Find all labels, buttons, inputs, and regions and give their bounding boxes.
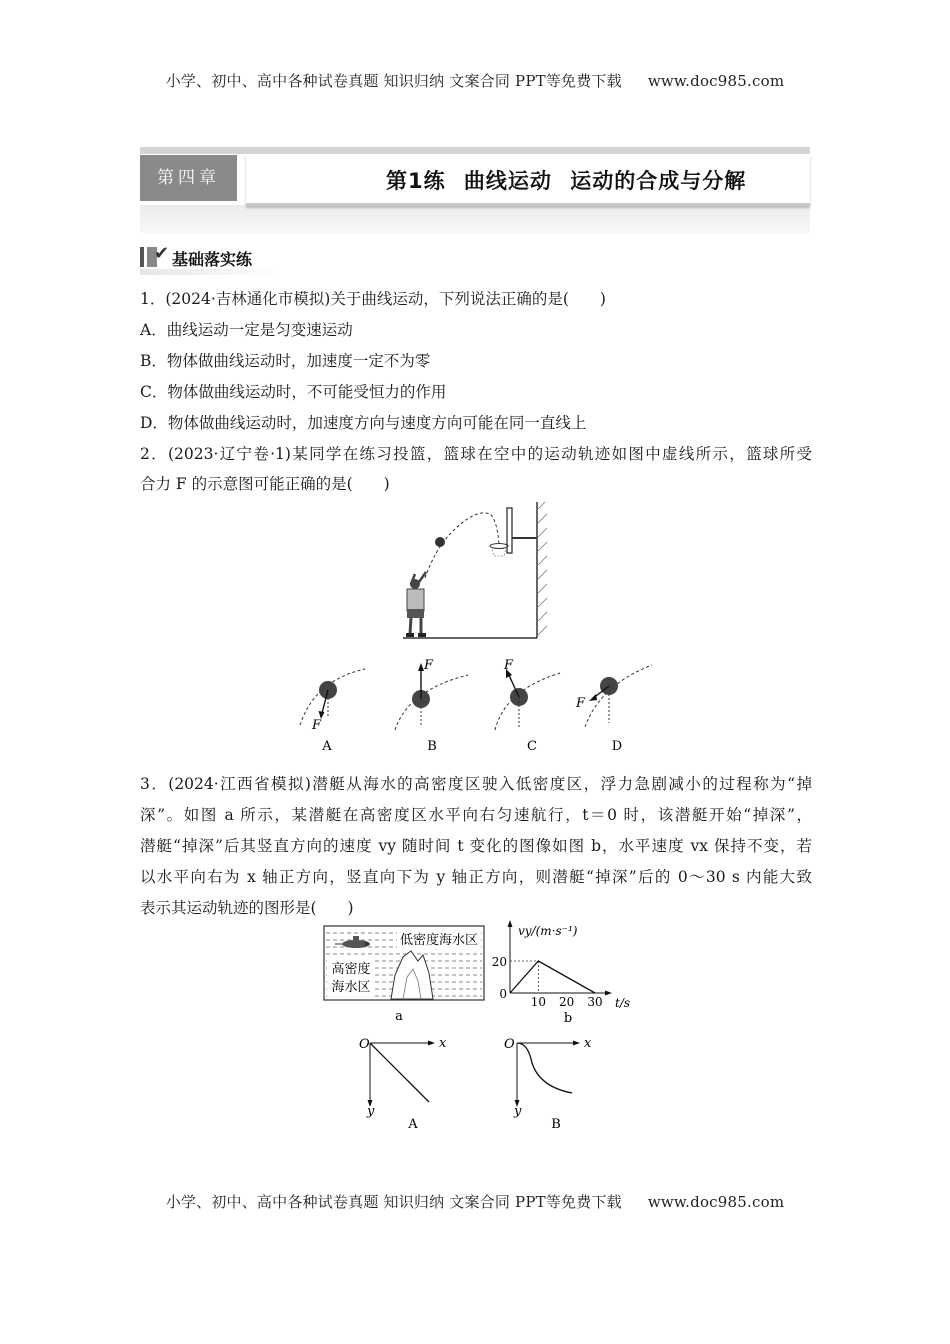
footer-url[interactable]: www.doc985.com: [647, 1193, 785, 1211]
q3-stem-line1: 3．(2024·江西省模拟)潜艇从海水的高密度区驶入低密度区，浮力急剧减小的过程称为“掉: [140, 775, 812, 793]
q2-stem-line2: 合力 F 的示意图可能正确的是( ): [140, 475, 390, 493]
option-label-d: D: [611, 739, 623, 754]
page-footer: [0, 1191, 950, 1212]
q2-stem-line1: 2．(2023·辽宁卷·1)某同学在练习投篮，篮球在空中的运动轨迹如图中虚线所示，篮球所受: [140, 445, 812, 463]
option-label-a: A: [322, 739, 332, 754]
origin-label: O: [359, 1037, 370, 1052]
force-label: F: [576, 696, 586, 711]
banner-shade: [140, 205, 810, 233]
section-tag: [140, 243, 290, 273]
submarine-figure: [323, 925, 488, 1025]
q1-option-c: C．物体做曲线运动时，不可能受恒力的作用: [140, 383, 447, 401]
vy-t-chart: [490, 918, 640, 1024]
force-option-c[interactable]: [495, 658, 560, 754]
basketball-figure: [395, 500, 555, 645]
player-figure: [406, 572, 426, 637]
section-bar: [140, 247, 144, 267]
force-label: F: [312, 718, 322, 733]
y-axis-label: y: [514, 1104, 522, 1119]
title-box: [246, 155, 810, 206]
q1-stem: 1．(2024·吉林通化市模拟)关于曲线运动，下列说法正确的是( ): [140, 290, 606, 308]
q3-stem-line3: 潜艇“掉深”后其竖直方向的速度 vy 随时间 t 变化的图像如图 b，水平速度 vx 保持不变，若: [140, 837, 812, 855]
figure-a-caption: a: [395, 1009, 403, 1024]
figure-b-caption: b: [563, 1011, 573, 1024]
option-label-c: C: [527, 739, 537, 754]
y-axis-label: y: [367, 1104, 375, 1119]
footer-text: 小学、初中、高中各种试卷真题 知识归纳 文案合同 PPT等免费下载: [165, 1193, 622, 1211]
force-diagrams: [290, 655, 670, 755]
q1-option-d: D．物体做曲线运动时，加速度方向与速度方向可能在同一直线上: [140, 414, 587, 432]
x-tick-label: 10: [530, 995, 546, 1009]
origin-label: 0: [499, 987, 507, 1001]
answer-caption-a: A: [408, 1117, 418, 1132]
banner-top-rule: [140, 147, 810, 154]
option-label-b: B: [427, 739, 437, 754]
trajectory-option-a[interactable]: [355, 1035, 455, 1135]
header-text: 小学、初中、高中各种试卷真题 知识归纳 文案合同 PPT等免费下载: [165, 72, 622, 90]
force-option-d[interactable]: [575, 665, 652, 754]
trajectory-option-b[interactable]: [500, 1035, 600, 1135]
section-label: 基础落实练: [172, 250, 253, 269]
q1-option-b: B．物体做曲线运动时，加速度一定不为零: [140, 352, 431, 370]
chapter-banner: [140, 147, 810, 235]
answer-caption-b: B: [551, 1117, 561, 1132]
page-title: 第1练 曲线运动 运动的合成与分解: [386, 169, 747, 193]
q1-option-a: A．曲线运动一定是匀变速运动: [140, 321, 353, 339]
high-density-label-1: 高密度: [331, 962, 371, 977]
x-axis-label: x: [439, 1036, 447, 1051]
x-axis-label: t/s: [615, 996, 631, 1010]
force-label: F: [424, 658, 434, 673]
q3-stem-line2: 深”。如图 a 所示，某潜艇在高密度区水平向右匀速航行，t＝0 时，该潜艇开始“掉深”，: [140, 806, 812, 824]
y-axis-label: vy/(m·s⁻¹): [518, 924, 578, 938]
low-density-label: 低密度海水区: [399, 933, 479, 948]
x-tick-label: 30: [587, 995, 603, 1009]
q3-stem-line5: 表示其运动轨迹的图形是( ): [140, 899, 354, 917]
force-option-b[interactable]: [395, 658, 468, 754]
high-density-label-2: 海水区: [331, 980, 371, 995]
force-option-a[interactable]: [300, 669, 365, 754]
header-url[interactable]: www.doc985.com: [647, 72, 785, 90]
page-header: [0, 70, 950, 91]
section-underline: [140, 269, 280, 275]
x-tick-label: 20: [559, 995, 575, 1009]
vy-series-line: [510, 961, 595, 993]
x-axis-label: x: [584, 1036, 592, 1051]
q3-stem-line4: 以水平向右为 x 轴正方向，竖直向下为 y 轴正方向，则潜艇“掉深”后的 0～30 s 内能大致: [140, 868, 812, 886]
force-label: F: [504, 658, 514, 673]
checkmark-icon: ✔: [154, 243, 170, 264]
origin-label: O: [504, 1037, 515, 1052]
chapter-label: 第四章: [140, 155, 237, 201]
trajectory-line: [370, 1043, 429, 1102]
y-tick-label: 20: [491, 955, 507, 969]
trajectory-curve: [517, 1043, 572, 1093]
